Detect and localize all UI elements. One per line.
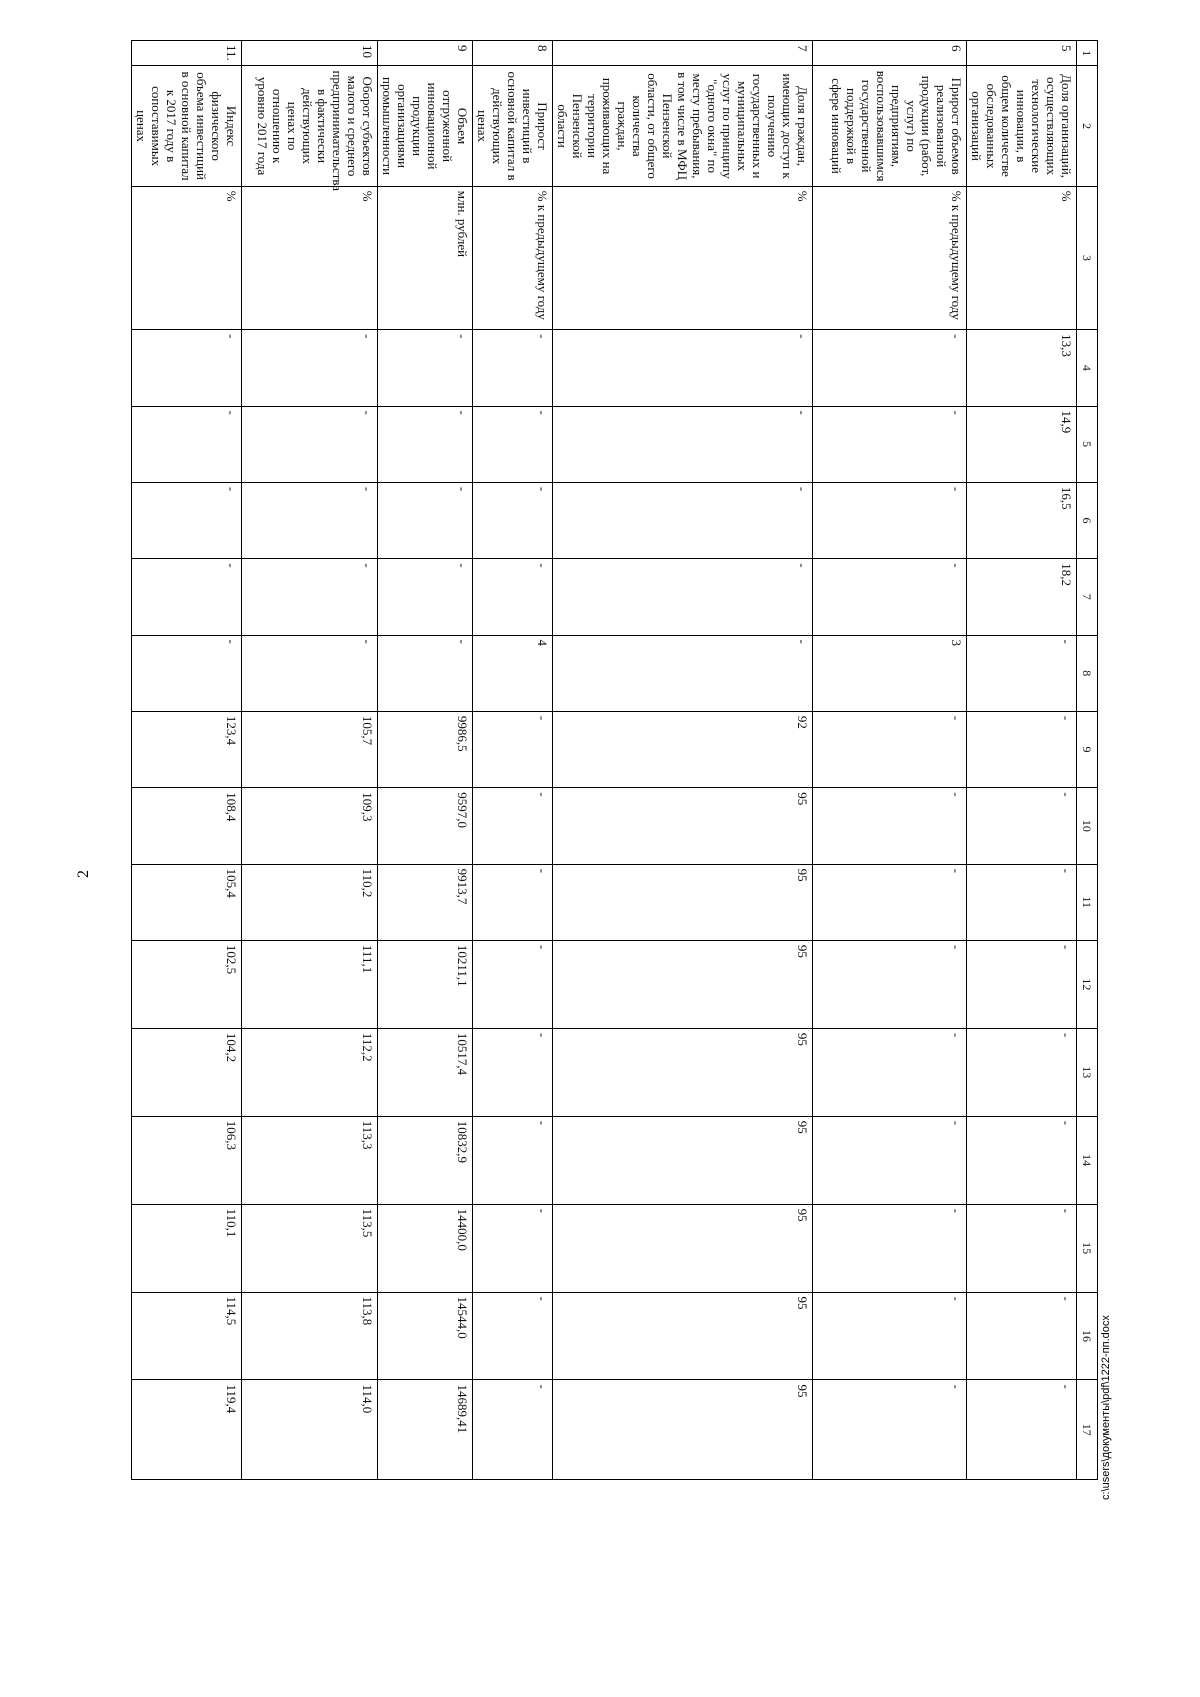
value-cell: 105,4 (132, 864, 242, 940)
value-cell: - (242, 482, 378, 558)
value-cell: 16,5 (967, 482, 1077, 558)
indicator-name: Прирост объемов реализованной продукции (работ, услуг) по предприятиям, воспользовавшимся государственной поддержкой в сфере инноваций (813, 66, 967, 186)
table-row (242, 41, 378, 1480)
value-cell: 113,5 (242, 1204, 378, 1292)
value-cell: - (473, 711, 553, 787)
value-cell: 109,3 (242, 788, 378, 864)
value-cell: - (378, 406, 473, 482)
unit: % (967, 186, 1077, 329)
row-number: 9 (378, 41, 473, 66)
row-number: 10 (242, 41, 378, 66)
value-cell: - (553, 482, 813, 558)
value-cell: - (242, 559, 378, 635)
value-cell: - (813, 1116, 967, 1204)
col-number: 7 (1077, 559, 1098, 635)
value-cell: 3 (813, 635, 967, 711)
col-number: 4 (1077, 330, 1098, 406)
col-number: 1 (1077, 41, 1098, 66)
value-cell: 114,0 (242, 1380, 378, 1480)
value-cell: 95 (553, 940, 813, 1028)
value-cell: - (473, 940, 553, 1028)
table-row (378, 41, 473, 1480)
value-cell: 95 (553, 1204, 813, 1292)
value-cell: - (813, 482, 967, 558)
value-cell: - (473, 1028, 553, 1116)
value-cell: 10517,4 (378, 1028, 473, 1116)
value-cell: - (813, 1380, 967, 1480)
indicator-name: Доля организаций, осуществляющих технологические инновации, в общем количестве обследованных организаций (967, 66, 1077, 186)
value-cell: 119,4 (132, 1380, 242, 1480)
value-cell: 13,3 (967, 330, 1077, 406)
value-cell: - (813, 940, 967, 1028)
value-cell: - (553, 330, 813, 406)
unit: % к предыдущему году (813, 186, 967, 329)
col-number: 3 (1077, 186, 1098, 329)
col-number: 9 (1077, 711, 1098, 787)
value-cell: 95 (553, 864, 813, 940)
column-number-row (1077, 41, 1098, 1480)
unit: % (553, 186, 813, 329)
value-cell: 14400,0 (378, 1204, 473, 1292)
value-cell: - (967, 1204, 1077, 1292)
value-cell: - (473, 482, 553, 558)
value-cell: - (967, 635, 1077, 711)
indicator-name: Оборот субъектов малого и среднего предпринимательства в фактически действующих ценах по отношению к уровню 2017 года (242, 66, 378, 186)
value-cell: 95 (553, 1380, 813, 1480)
value-cell: - (553, 406, 813, 482)
value-cell: - (813, 1292, 967, 1380)
col-number: 8 (1077, 635, 1098, 711)
value-cell: - (813, 864, 967, 940)
value-cell: 92 (553, 711, 813, 787)
unit: % (132, 186, 242, 329)
indicator-name: Объем отгруженной инновационной продукции организациями промышленности (378, 66, 473, 186)
value-cell: 113,3 (242, 1116, 378, 1204)
row-number: 11. (132, 41, 242, 66)
value-cell: - (967, 940, 1077, 1028)
value-cell: - (132, 482, 242, 558)
value-cell: 14,9 (967, 406, 1077, 482)
value-cell: - (473, 330, 553, 406)
value-cell: - (378, 635, 473, 711)
value-cell: 114,5 (132, 1292, 242, 1380)
value-cell: - (967, 788, 1077, 864)
value-cell: - (813, 788, 967, 864)
indicator-name: Прирост инвестиций в основной капитал в действующих ценах (473, 66, 553, 186)
value-cell: 123,4 (132, 711, 242, 787)
value-cell: 110,1 (132, 1204, 242, 1292)
row-number: 5 (967, 41, 1077, 66)
value-cell: - (132, 330, 242, 406)
value-cell: - (378, 559, 473, 635)
value-cell: - (132, 635, 242, 711)
value-cell: 18,2 (967, 559, 1077, 635)
value-cell: 111,1 (242, 940, 378, 1028)
indicators-table (131, 40, 1098, 1480)
value-cell: 105,7 (242, 711, 378, 787)
page-number: 2 (75, 870, 92, 878)
unit: % к предыдущему году (473, 186, 553, 329)
value-cell: - (967, 1292, 1077, 1380)
col-number: 17 (1077, 1380, 1098, 1480)
value-cell: - (473, 1204, 553, 1292)
value-cell: - (132, 559, 242, 635)
value-cell: - (813, 406, 967, 482)
value-cell: 14544,0 (378, 1292, 473, 1380)
value-cell: - (967, 711, 1077, 787)
value-cell: - (967, 1028, 1077, 1116)
value-cell: - (242, 330, 378, 406)
col-number: 16 (1077, 1292, 1098, 1380)
value-cell: - (967, 1116, 1077, 1204)
value-cell: 95 (553, 1292, 813, 1380)
value-cell: 110,2 (242, 864, 378, 940)
value-cell: - (242, 406, 378, 482)
value-cell: 106,3 (132, 1116, 242, 1204)
value-cell: 108,4 (132, 788, 242, 864)
value-cell: 14689,41 (378, 1380, 473, 1480)
value-cell: - (132, 406, 242, 482)
row-number: 6 (813, 41, 967, 66)
table-row (967, 41, 1077, 1480)
value-cell: - (473, 1116, 553, 1204)
row-number: 7 (553, 41, 813, 66)
value-cell: - (813, 1204, 967, 1292)
value-cell: - (553, 635, 813, 711)
col-number: 5 (1077, 406, 1098, 482)
value-cell: - (473, 1292, 553, 1380)
value-cell: 104,2 (132, 1028, 242, 1116)
indicator-name: Индекс физического объема инвестиций в основной капитал к 2017 году в сопоставимых ценах (132, 66, 242, 186)
value-cell: - (553, 559, 813, 635)
unit: % (242, 186, 378, 329)
col-number: 10 (1077, 788, 1098, 864)
col-number: 6 (1077, 482, 1098, 558)
value-cell: 9986,5 (378, 711, 473, 787)
value-cell: 95 (553, 788, 813, 864)
value-cell: 102,5 (132, 940, 242, 1028)
value-cell: - (378, 330, 473, 406)
value-cell: 9597,0 (378, 788, 473, 864)
value-cell: 95 (553, 1028, 813, 1116)
value-cell: - (967, 864, 1077, 940)
indicators-table-rotated (134, 40, 1098, 1480)
col-number: 12 (1077, 940, 1098, 1028)
value-cell: 10211,1 (378, 940, 473, 1028)
value-cell: 9913,7 (378, 864, 473, 940)
value-cell: - (473, 788, 553, 864)
value-cell: - (473, 559, 553, 635)
value-cell: - (813, 559, 967, 635)
table-row (813, 41, 967, 1480)
value-cell: 95 (553, 1116, 813, 1204)
value-cell: - (813, 711, 967, 787)
footer-file-path: c:\users\документы\pdf\1222-пп.docx (1100, 1315, 1112, 1500)
value-cell: - (473, 1380, 553, 1480)
unit: млн. рублей (378, 186, 473, 329)
value-cell: - (813, 330, 967, 406)
col-number: 2 (1077, 66, 1098, 186)
table-row (473, 41, 553, 1480)
col-number: 13 (1077, 1028, 1098, 1116)
value-cell: 4 (473, 635, 553, 711)
table-row (132, 41, 242, 1480)
value-cell: - (242, 635, 378, 711)
value-cell: 112,2 (242, 1028, 378, 1116)
col-number: 11 (1077, 864, 1098, 940)
row-number: 8 (473, 41, 553, 66)
value-cell: - (967, 1380, 1077, 1480)
indicator-name: Доля граждан, имеющих доступ к получению государственных и муниципальных услуг по принципу "одного окна" по месту пребывания, в том числе в МФЦ Пензенской области, от общего количества граждан, проживающих на территории Пензенской области (553, 66, 813, 186)
value-cell: 113,8 (242, 1292, 378, 1380)
value-cell: - (473, 406, 553, 482)
table-row (553, 41, 813, 1480)
col-number: 14 (1077, 1116, 1098, 1204)
value-cell: 10832,9 (378, 1116, 473, 1204)
value-cell: - (473, 864, 553, 940)
value-cell: - (813, 1028, 967, 1116)
value-cell: - (378, 482, 473, 558)
col-number: 15 (1077, 1204, 1098, 1292)
